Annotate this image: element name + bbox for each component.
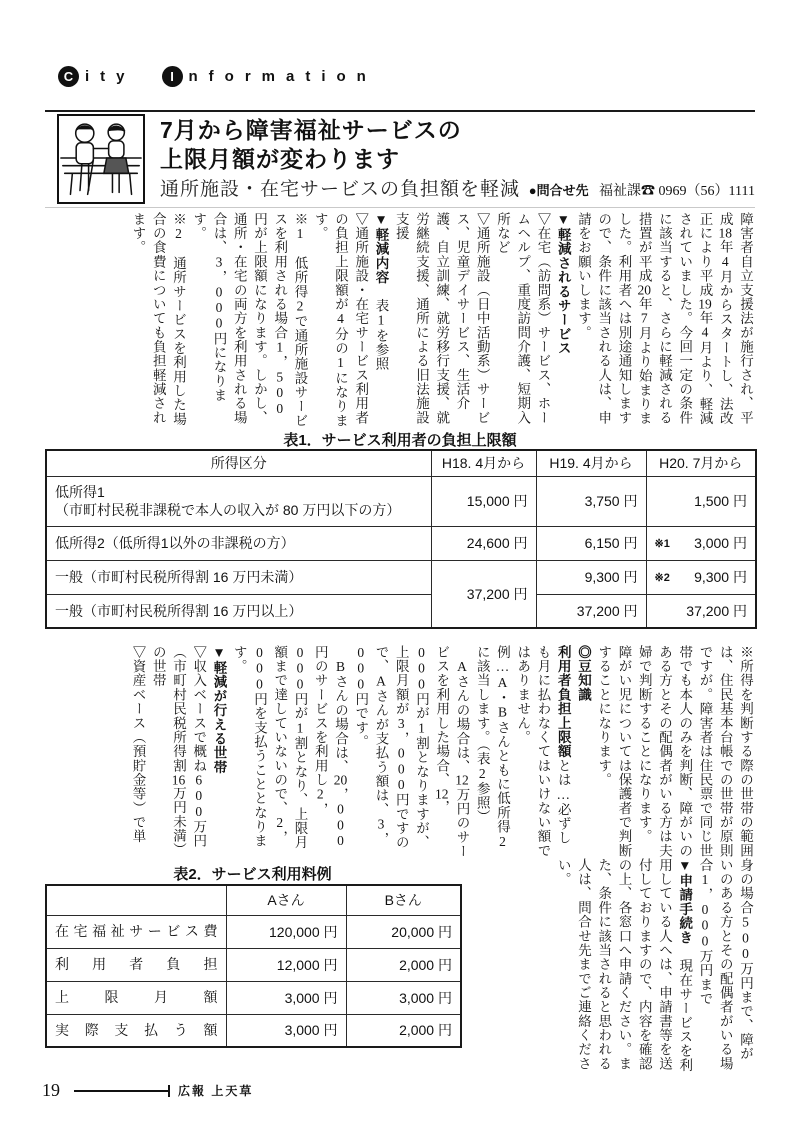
- value-cell-a: 3,000 円: [226, 981, 346, 1014]
- vertical-paragraph: 障がい児については保護者で判断することになります。: [596, 645, 632, 858]
- row-label-low-income-1: [46, 476, 431, 526]
- subtitle-row: [160, 174, 755, 201]
- letter-badge-i-icon: I: [162, 66, 183, 87]
- page-footer: [42, 1080, 253, 1101]
- value-cell-h18: 15,000 円: [431, 476, 536, 526]
- footnote-mark-2: ※2: [654, 571, 670, 584]
- section-heading-eligible-households: ▼軽減が行える世帯: [211, 645, 227, 775]
- value-cell-b: 3,000 円: [346, 981, 461, 1014]
- article-title-line1: 7月から障害福祉サービスの: [160, 117, 462, 143]
- example-intro-paragraph: 例…A・Bさんともに低所得2に該当します。（表2参照）: [474, 645, 510, 850]
- tips-definition-paragraph: [512, 645, 573, 859]
- row-label-user-burden: 利用者負担: [46, 948, 226, 981]
- value-cell-b: 20,000 円: [346, 915, 461, 948]
- city-information-brand: [58, 66, 377, 87]
- brand-word-information: nformation: [188, 68, 377, 85]
- asset-base-item: ▽資産ベース（預貯金等）で単: [130, 645, 146, 844]
- application-procedure-paragraph: [553, 858, 695, 1074]
- heading-text: ▼軽減内容: [373, 212, 389, 285]
- bench-people-drawing: [59, 116, 143, 202]
- table-row: [46, 476, 756, 526]
- footnote-2: [127, 212, 188, 428]
- heading-tail: 表1を参照: [373, 284, 389, 371]
- burden-limit-table: [45, 449, 757, 629]
- page-number: 19: [42, 1080, 60, 1100]
- article-top-section: [58, 212, 755, 428]
- table-row: [46, 948, 461, 981]
- asset-base-continuation: 身の場合500万円まで、障がいのある方とその配偶者がいる場合1，000万円まで: [697, 858, 753, 1071]
- row-label-general-under16: 一般（市町村民税所得割 16 万円未満）: [46, 560, 431, 594]
- column-header-income-class: 所得区分: [46, 450, 431, 476]
- row-label-monthly-limit: 上限月額: [46, 981, 226, 1014]
- footnote-mark-1: ※1: [654, 537, 670, 550]
- article-title-line2: 上限月額が変わります: [160, 146, 400, 173]
- value-cell-h18-merged: 37,200 円: [431, 560, 536, 628]
- table-header-row: [46, 885, 461, 915]
- value-cell-h20: [646, 560, 756, 594]
- section-heading-tips: ◎豆知識: [576, 645, 591, 702]
- column-header-empty: [46, 885, 226, 915]
- column-header-h20: H20. 7月から: [646, 450, 756, 476]
- value-cell-h20: 37,200 円: [646, 594, 756, 628]
- example-a-paragraph: Aさんの場合は、12万円のサービスを利用した場合、12，000円が1割となりますが、上限月額が3，000円ですので、Aさんが支払う額は、3，000円です。: [353, 645, 470, 858]
- value-cell-h18: 24,600 円: [431, 526, 536, 560]
- contact-label: ●問合せ先: [528, 183, 589, 198]
- value-cell-h19: 37,200 円: [536, 594, 646, 628]
- value-cell-h19: 9,300 円: [536, 560, 646, 594]
- row-label-home-welfare-cost: 在宅福祉サービス費: [46, 915, 226, 948]
- brand-word-city: ity: [85, 68, 136, 85]
- contact-phone: 福祉課☎ 0969（56）1111: [599, 184, 755, 199]
- title-block-divider: [45, 207, 755, 208]
- contact-info: [529, 180, 755, 200]
- bench-people-illustration: [57, 114, 145, 204]
- footnote-mark: ※1: [292, 212, 308, 242]
- value-cell-h20: 1,500 円: [646, 476, 756, 526]
- footnote-text: 低所得2で通所施設サービスを利用される場合1，500円が上限額になります。しかし、通所・在宅の両方を利用される場合は、3，000円になります。: [191, 212, 308, 428]
- table-row: [46, 594, 756, 628]
- letter-badge-c-icon: C: [58, 66, 79, 87]
- term-upper-limit: 利用者負担上限額: [555, 645, 571, 759]
- row-label-line2: （市町村民税非課税で本人の収入が 80 万円以下の方）: [55, 502, 401, 518]
- section-heading-reduction-details: [370, 212, 390, 428]
- footnote-1: [188, 212, 310, 428]
- vertical-paragraph: 障害者自立支援法が施行され、平成18年4月からスタートし、法改正により平成19年4月より、軽減されていました。今回一定の条件に該当すると、さらに軽減される措置が平成20年7月より始まりました。利用者へは別途通知しますので、条件に該当される人は、申請をお願いします。: [576, 212, 753, 426]
- value-text: 3,000 円: [694, 535, 747, 551]
- table-row: [46, 981, 461, 1014]
- footer-rule-icon: [74, 1090, 170, 1092]
- vertical-paragraph: ▽在宅（訪問系）サービス、ホームヘルプ、重度訪問介護、短期入所など: [495, 212, 551, 425]
- application-body: 現在サービスを利用している人へは、申請書等を送付しておりますので、内容を確認の上、各窓口へ申請ください。また、条件に該当されると思われる人は、問合せ先までご連絡ください。: [555, 858, 693, 1073]
- income-base-item: ▽収入ベースで概ね600万円（市町村民税所得割16万円未満）の世帯: [150, 645, 207, 857]
- article-subtitle: 通所施設・在宅サービスの負担額を軽減: [160, 179, 521, 200]
- value-cell-b: 2,000 円: [346, 1014, 461, 1047]
- value-cell-a: 120,000 円: [226, 915, 346, 948]
- row-label-line1: 低所得1: [55, 483, 105, 500]
- article-middle-section: [55, 645, 755, 859]
- row-label-general-over16: 一般（市町村民税所得割 16 万円以上）: [46, 594, 431, 628]
- table-row: [46, 560, 756, 594]
- header-divider: [45, 110, 755, 112]
- value-text: 9,300 円: [694, 569, 747, 585]
- value-cell-a: 3,000 円: [226, 1014, 346, 1047]
- column-header-person-b: Bさん: [346, 885, 461, 915]
- household-note-paragraph: ※所得を判断する際の世帯の範囲は、住民基本台帳での世帯が原則ですが。障害者は住民票で同じ世帯でも本人のみを判断、障がいのある方とその配偶者がいる方は夫婦で判断することになります。: [636, 645, 753, 858]
- example-b-paragraph: Bさんの場合は、20，000円のサービスを利用し2，000円が1割となり、上限月額まで達していないので、2，000円を支払うこととなります。: [231, 645, 348, 850]
- term-definition: とは…必ずしも月に払わなくてはいけない額ではありません。: [515, 645, 571, 858]
- row-label-actual-payment: 実際支払う額: [46, 1014, 226, 1047]
- section-heading-reduced-services: ▼軽減されるサービス: [555, 212, 571, 356]
- publication-name: 広報 上天草: [178, 1084, 254, 1098]
- value-cell-h20: [646, 526, 756, 560]
- table-header-row: [46, 450, 756, 476]
- table2-title: 表2．サービス利用料例: [173, 866, 332, 883]
- table1-title: 表1．サービス利用者の負担上限額: [283, 432, 517, 449]
- section-heading-application: ▼申請手続き: [677, 858, 693, 945]
- footnote-text: 通所サービスを利用した場合の食費についても負担軽減されます。: [130, 212, 186, 427]
- service-fee-example-table: [45, 884, 462, 1048]
- value-cell-b: 2,000 円: [346, 948, 461, 981]
- vertical-paragraph: ▽通所施設・在宅サービス利用者の負担上限額が4分の1になります。: [312, 212, 369, 428]
- article-title: [160, 116, 462, 175]
- row-label-low-income-2: 低所得2（低所得1以外の非課税の方）: [46, 526, 431, 560]
- value-cell-h19: 6,150 円: [536, 526, 646, 560]
- column-header-h18: H18. 4月から: [431, 450, 536, 476]
- table-row: [46, 1014, 461, 1047]
- column-header-person-a: Aさん: [226, 885, 346, 915]
- vertical-paragraph: ▽通所施設（日中活動系）サービス、児童デイサービス、生活介護、自立訓練、就労移行支援、就労継続支援、通所による旧法施設支援: [393, 212, 490, 425]
- value-cell-h19: 3,750 円: [536, 476, 646, 526]
- footnote-mark: ※2: [171, 212, 186, 242]
- column-header-h19: H19. 4月から: [536, 450, 646, 476]
- table-row: [46, 526, 756, 560]
- table-row: [46, 915, 461, 948]
- value-cell-a: 12,000 円: [226, 948, 346, 981]
- article-bottom-section: [470, 858, 755, 1074]
